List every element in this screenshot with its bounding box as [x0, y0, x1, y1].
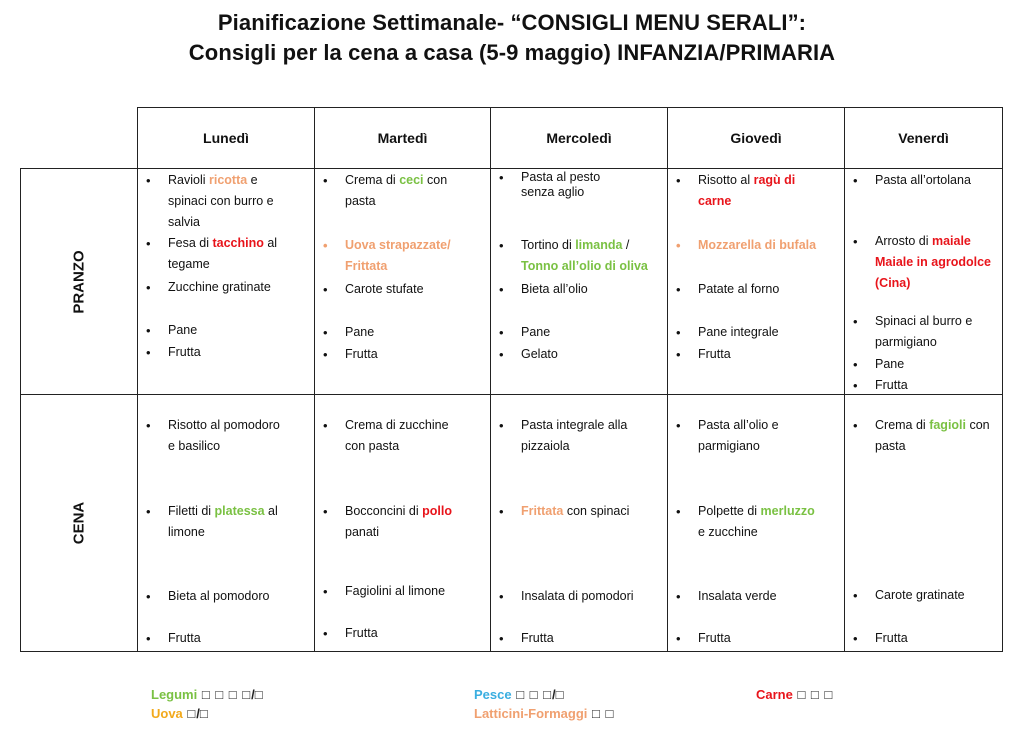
menu-item: • Pane [168, 320, 308, 341]
menu-item: • Frittata con spinaci [521, 501, 661, 522]
page-title [0, 8, 1024, 68]
menu-item: • Pasta all’ortolana [875, 170, 996, 191]
pranzo-row [21, 169, 1003, 395]
menu-item: • Bieta al pomodoro [168, 586, 308, 607]
menu-item: • Frutta [698, 344, 838, 365]
menu-item: • Filetti di platessa al limone [168, 501, 308, 543]
menu-item: • Polpette di merluzzo e zucchine [698, 501, 838, 543]
row-label-pranzo: PRANZO [70, 249, 88, 314]
menu-item: • Uova strapazzate/ Frittata [345, 235, 484, 277]
legend-carne: Carne □ □ □ [756, 687, 834, 702]
menu-item: • Frutta [345, 623, 484, 644]
pranzo-martedi [315, 169, 491, 395]
menu-item: • Crema di fagioli con pasta [875, 415, 996, 457]
pranzo-venerdi [845, 169, 1003, 395]
menu-item: • Frutta [521, 628, 661, 649]
menu-item: • Spinaci al burro e parmigiano [875, 311, 996, 353]
day-header-lunedi: Lunedì [138, 108, 315, 169]
row-header-pranzo [21, 169, 138, 395]
cena-row [21, 395, 1003, 652]
corner-cell [21, 108, 138, 169]
legend-legumi: Legumi □ □ □ □/□ [151, 687, 264, 702]
legend-latticini: Latticini-Formaggi □ □ [474, 706, 615, 721]
title-line-1: Pianificazione Settimanale- “CONSIGLI MENU SERALI”: [217, 10, 807, 35]
day-header-giovedi: Giovedì [668, 108, 845, 169]
menu-item: • Pane integrale [698, 322, 838, 343]
pranzo-mercoledi [491, 169, 668, 395]
menu-item: • Frutta [345, 344, 484, 365]
menu-item: • Ravioli ricotta e spinaci con burro e salvia [168, 170, 308, 233]
header-row [21, 108, 1003, 169]
day-header-martedi: Martedì [315, 108, 491, 169]
menu-item: • Frutta [698, 628, 838, 649]
pranzo-giovedi [668, 169, 845, 395]
menu-item: • Fesa di tacchino al tegame [168, 233, 308, 275]
menu-item: • Tortino di limanda / Tonno all’olio di oliva [521, 235, 661, 277]
menu-item: • Arrosto di maiale Maiale in agrodolce (Cina) [875, 231, 996, 294]
menu-item: • Gelato [521, 344, 661, 365]
menu-item: • Carote gratinate [875, 585, 996, 606]
legend-pesce: Pesce □ □ □/□ [474, 687, 565, 702]
menu-item: • Pasta al pesto senza aglio [521, 170, 661, 200]
menu-item: • Pane [521, 322, 661, 343]
title-line-2: Consigli per la cena a casa (5-9 maggio) INFANZIA/PRIMARIA [188, 40, 836, 65]
cena-mercoledi [491, 395, 668, 652]
menu-item: • Carote stufate [345, 279, 484, 300]
menu-item: • Frutta [875, 375, 996, 396]
row-header-cena [21, 395, 138, 652]
cena-giovedi [668, 395, 845, 652]
day-header-venerdi: Venerdì [845, 108, 1003, 169]
menu-item: • Mozzarella di bufala [698, 235, 838, 256]
menu-item: • Bocconcini di pollo panati [345, 501, 484, 543]
menu-item: • Frutta [168, 628, 308, 649]
menu-item: • Pasta all’olio e parmigiano [698, 415, 838, 457]
menu-table [20, 107, 1003, 652]
menu-item: • Crema di ceci con pasta [345, 170, 484, 212]
menu-item: • Pasta integrale alla pizzaiola [521, 415, 661, 457]
menu-item: • Bieta all’olio [521, 279, 661, 300]
cena-venerdi [845, 395, 1003, 652]
menu-item: • Insalata di pomodori [521, 586, 661, 607]
cena-lunedi [138, 395, 315, 652]
menu-item: • Pane [345, 322, 484, 343]
menu-item: • Risotto al ragù di carne [698, 170, 838, 212]
menu-item: • Insalata verde [698, 586, 838, 607]
menu-item: • Pane [875, 354, 996, 375]
menu-item: • Patate al forno [698, 279, 838, 300]
day-header-mercoledi: Mercoledì [491, 108, 668, 169]
row-label-cena: CENA [70, 501, 88, 545]
menu-item: • Fagiolini al limone [345, 581, 484, 602]
legend-uova: Uova □/□ [151, 706, 209, 721]
cena-martedi [315, 395, 491, 652]
menu-item: • Crema di zucchine con pasta [345, 415, 484, 457]
menu-item: • Risotto al pomodoro e basilico [168, 415, 308, 457]
menu-item: • Zucchine gratinate [168, 277, 308, 298]
menu-item: • Frutta [875, 628, 996, 649]
pranzo-lunedi [138, 169, 315, 395]
menu-item: • Frutta [168, 342, 308, 363]
